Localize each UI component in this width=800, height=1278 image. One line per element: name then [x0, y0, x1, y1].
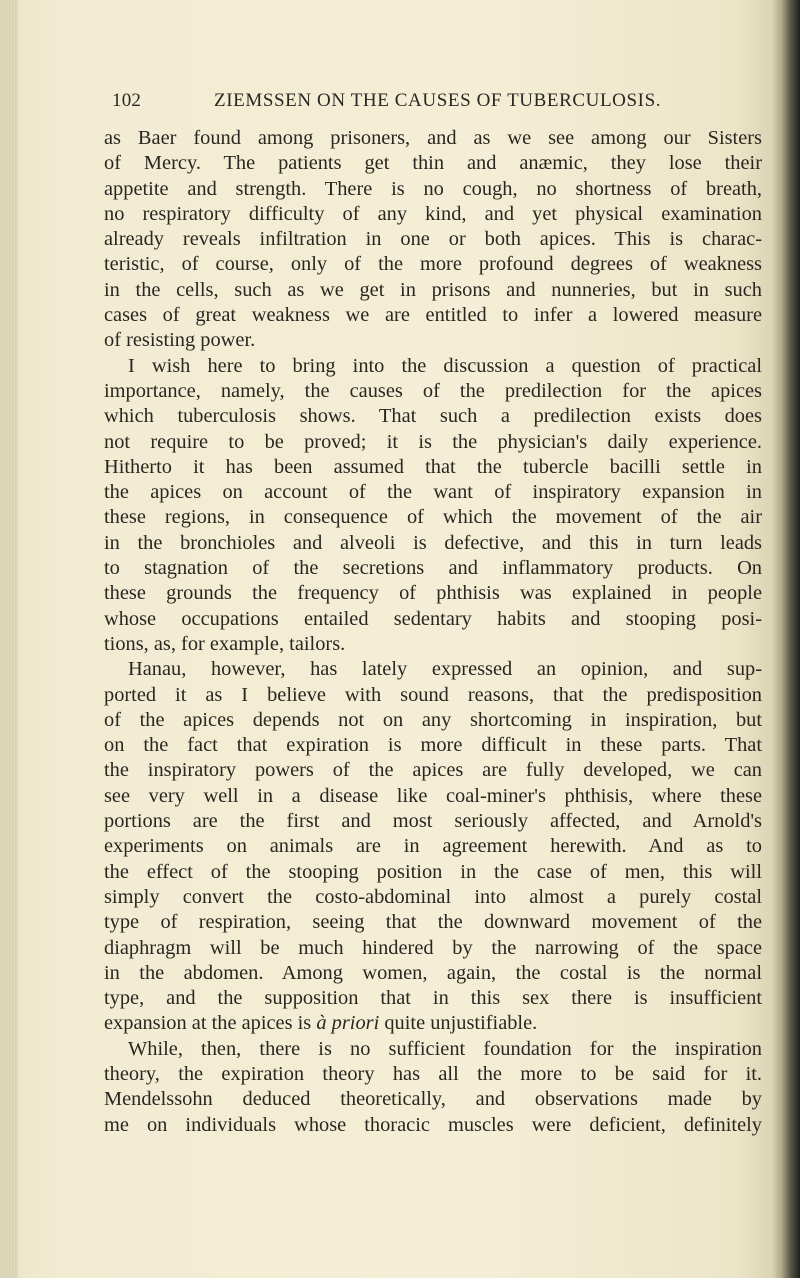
text-line: of the apices depends not on any shortcoming in inspiration, but — [104, 708, 762, 731]
text-line: experiments on animals are in agreement herewith. And as to — [104, 835, 762, 858]
text-line: these grounds the frequency of phthisis was explained in people — [104, 582, 762, 605]
text-line: type of respiration, seeing that the downward movement of the — [104, 911, 762, 934]
text-line: in the abdomen. Among women, again, the costal is the normal — [104, 961, 762, 984]
text-line: not require to be proved; it is the physician's daily experience. — [104, 430, 762, 453]
text-line: whose occupations entailed sedentary habits and stooping posi- — [104, 607, 762, 630]
text-line: I wish here to bring into the discussion a question of practical — [128, 354, 762, 377]
text-line: portions are the first and most seriously affected, and Arnold's — [104, 810, 762, 833]
text-line: Mendelssohn deduced theoretically, and observations made by — [104, 1088, 762, 1111]
text-line: teristic, of course, only of the more profound degrees of weakness — [104, 253, 762, 276]
text-line: cases of great weakness we are entitled to infer a lowered measure — [104, 304, 762, 327]
running-title: ZIEMSSEN ON THE CAUSES OF TUBERCULOSIS. — [214, 90, 662, 111]
text-line: of Mercy. The patients get thin and anæmic, they lose their — [104, 152, 762, 175]
text-line: Hitherto it has been assumed that the tubercle bacilli settle in — [104, 455, 762, 478]
text-line: Hanau, however, has lately expressed an opinion, and sup- — [128, 658, 762, 681]
text-line: type, and the supposition that in this sex there is insufficient — [104, 987, 762, 1010]
body-text — [104, 126, 762, 1138]
text-line: diaphragm will be much hindered by the narrowing of the space — [104, 936, 762, 959]
text-segment: expansion at the apices is — [104, 1012, 312, 1035]
text-line: ported it as I believe with sound reasons, that the predisposition — [104, 683, 762, 706]
text-line: me on individuals whose thoracic muscles were deficient, definitely — [104, 1113, 762, 1136]
text-line: of resisting power. — [104, 329, 256, 352]
text-line: While, then, there is no sufficient foundation for the inspiration — [128, 1037, 762, 1060]
text-segment: quite unjustifiable. — [379, 1012, 538, 1035]
text-line — [104, 1011, 762, 1036]
text-line: theory, the expiration theory has all the more to be said for it. — [104, 1062, 762, 1085]
text-line: on the fact that expiration is more difficult in these parts. That — [104, 734, 762, 757]
text-line: importance, namely, the causes of the predilection for the apices — [104, 379, 762, 402]
text-line: no respiratory difficulty of any kind, and yet physical examination — [104, 202, 762, 225]
text-line: in the cells, such as we get in prisons and nunneries, but in such — [104, 278, 762, 301]
page-number: 102 — [112, 90, 142, 111]
text-line: as Baer found among prisoners, and as we see among our Sisters — [104, 127, 762, 149]
text-line: already reveals infiltration in one or both apices. This is charac- — [104, 228, 762, 251]
book-spine-shadow — [772, 0, 800, 1278]
text-line: tions, as, for example, tailors. — [104, 632, 346, 655]
text-line: simply convert the costo-abdominal into almost a purely costal — [104, 885, 762, 908]
italic-phrase: à priori — [316, 1012, 380, 1035]
text-line: the inspiratory powers of the apices are fully developed, we can — [104, 759, 762, 782]
text-line: the apices on account of the want of inspiratory expansion in — [104, 481, 762, 504]
text-line: which tuberculosis shows. That such a predilection exists does — [104, 405, 762, 428]
text-line: in the bronchioles and alveoli is defective, and this in turn leads — [104, 531, 762, 554]
text-line: appetite and strength. There is no cough, no shortness of breath, — [104, 177, 762, 200]
text-line: these regions, in consequence of which the movement of the air — [104, 506, 762, 529]
text-line: see very well in a disease like coal-miner's phthisis, where these — [104, 784, 762, 807]
text-line: the effect of the stooping position in the case of men, this will — [104, 860, 762, 883]
page-edge — [0, 0, 18, 1278]
text-line: to stagnation of the secretions and inflammatory products. On — [104, 557, 762, 580]
